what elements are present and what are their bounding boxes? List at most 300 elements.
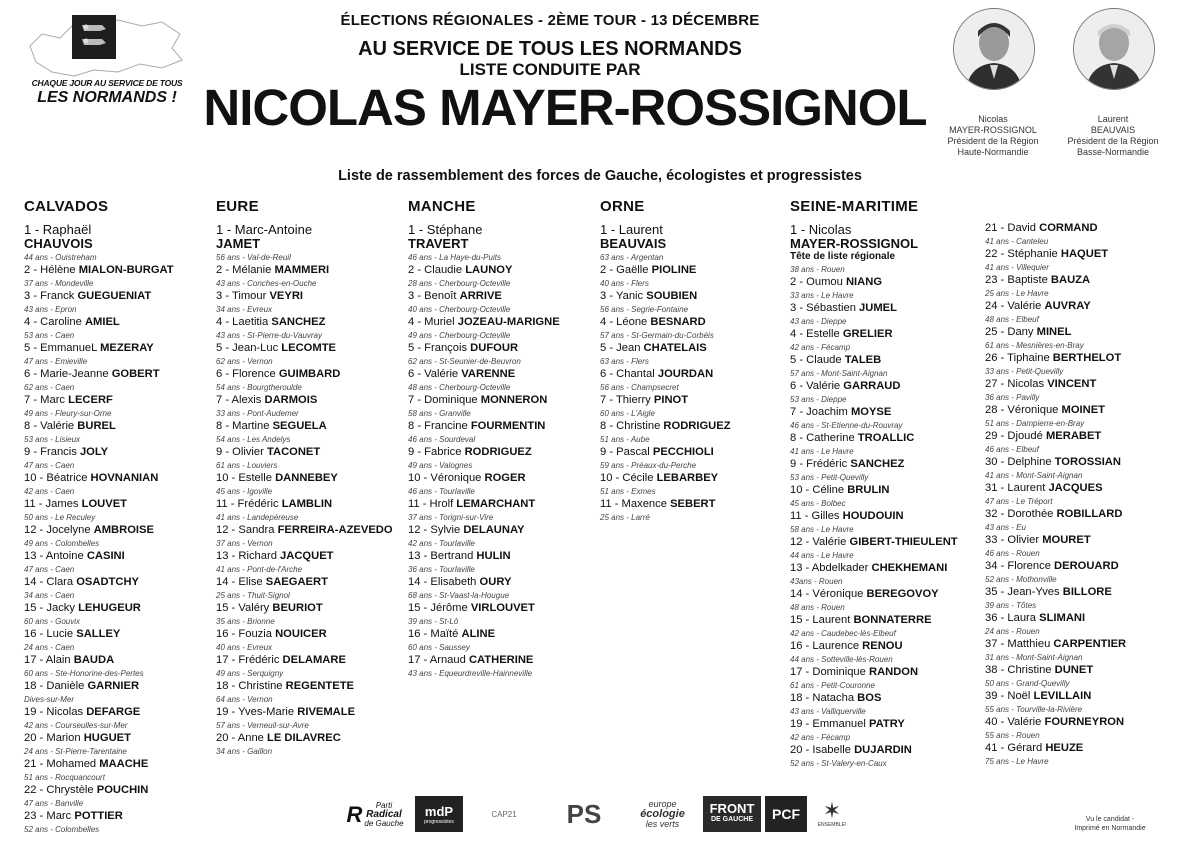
candidate-last-name: TOROSSIAN <box>1054 456 1121 468</box>
candidate <box>790 328 958 354</box>
candidate <box>216 316 393 342</box>
candidate-age-town: 63 ans - Argentan <box>600 253 664 262</box>
candidate-age-town: 33 ans - Pont-Audemer <box>216 409 299 418</box>
candidate-first-name: 9 - Fabrice <box>408 446 462 458</box>
candidate-age-town: 61 ans - Louviers <box>216 461 278 470</box>
candidate-age-town: 24 ans - Rouen <box>985 627 1040 636</box>
candidate-last-name: JACQUES <box>1048 482 1103 494</box>
candidate <box>408 368 560 394</box>
candidate-first-name: 3 - Benoît <box>408 290 457 302</box>
candidate-age-town: 37 ans - Mondeville <box>24 279 94 288</box>
candidate-last-name: VIRLOUVET <box>470 602 535 614</box>
candidate-first-name: 9 - Pascal <box>600 446 650 458</box>
candidate-last-name: CARPENTIER <box>1053 638 1127 650</box>
candidate <box>985 482 1126 508</box>
candidate-age-town: 45 ans - Igoville <box>216 487 273 496</box>
candidate <box>985 430 1126 456</box>
candidate <box>216 732 393 758</box>
candidate-age-town: 64 ans - Vernon <box>216 695 273 704</box>
candidate <box>985 456 1126 482</box>
candidate-last-name: PATRY <box>868 718 905 730</box>
ensemble-star-icon: ✶ <box>822 798 842 823</box>
candidate <box>24 628 174 654</box>
candidate-last-name: FOURNEYRON <box>1044 716 1125 728</box>
candidate-last-name: SEBERT <box>670 498 716 510</box>
candidate-last-name: SANCHEZ <box>271 316 326 328</box>
candidate <box>24 784 174 810</box>
candidate-last-name: BEREGOVOY <box>866 588 939 600</box>
candidate-last-name: LAUNOY <box>465 264 513 276</box>
candidate-last-name: ROGER <box>484 472 526 484</box>
candidate-age-town: 41 ans - Villequier <box>985 263 1049 272</box>
candidate-age-town: 62 ans - St-Seunier-de-Beuvron <box>408 357 521 366</box>
election-title: ÉLECTIONS RÉGIONALES - 2ÈME TOUR - 13 DÉCEMBRE <box>340 12 760 29</box>
candidate-first-name: 2 - Claudie <box>408 264 463 276</box>
candidate-last-name: HOUDOUIN <box>842 510 904 522</box>
candidate-age-town: 58 ans - Le Havre <box>790 525 854 534</box>
candidate-last-name: TALEB <box>844 354 882 366</box>
candidate-age-town: 43 ans - Eu <box>985 523 1026 532</box>
candidate-age-town: 55 ans - Rouen <box>985 731 1040 740</box>
portrait-caption-2: Laurent BEAUVAIS Président de la Région Basse-Normandie <box>1067 114 1159 157</box>
candidate <box>24 524 174 550</box>
candidate <box>408 576 560 602</box>
candidate <box>985 638 1126 664</box>
candidate <box>408 394 560 420</box>
candidate-last-name: JUMEL <box>859 302 897 314</box>
candidate <box>216 706 393 732</box>
candidate <box>600 498 731 524</box>
candidate-first-name: 17 - Frédéric <box>216 654 280 666</box>
candidate-age-town: 28 ans - Cherbourg-Octeville <box>408 279 511 288</box>
candidate-first-name: 4 - Muriel <box>408 316 455 328</box>
candidate-age-town: 56 ans - Champsecret <box>600 383 679 392</box>
candidate-first-name: 34 - Florence <box>985 560 1051 572</box>
candidate <box>790 484 958 510</box>
candidate <box>216 446 393 472</box>
candidate-first-name: 18 - Christine <box>216 680 283 692</box>
candidate-first-name: 11 - James <box>24 498 79 510</box>
candidate-last-name: AMIEL <box>84 316 120 328</box>
candidate-last-name: TROALLIC <box>857 432 915 444</box>
candidate-age-town: 40 ans - Flers <box>600 279 649 288</box>
candidate-last-name: MINEL <box>1036 326 1072 338</box>
candidate-age-town: 33 ans - Petit-Quevilly <box>985 367 1064 376</box>
candidate-last-name: DEROUARD <box>1054 560 1119 572</box>
candidate <box>600 342 731 368</box>
candidate-last-name: VARENNE <box>461 368 516 380</box>
candidate-first-name: 9 - Frédéric <box>790 458 848 470</box>
candidate-last-name: JACQUET <box>280 550 334 562</box>
candidate <box>216 576 393 602</box>
candidate-first-name: 29 - Djoudé <box>985 430 1043 442</box>
candidate-age-town: 47 ans - Caen <box>24 461 75 470</box>
candidate-last-name: CATHERINE <box>468 654 534 666</box>
candidate-last-name: MERABET <box>1045 430 1102 442</box>
candidate <box>216 264 393 290</box>
candidate-last-name: TRAVERT <box>408 236 469 251</box>
candidate-age-town: 47 ans - Caen <box>24 565 75 574</box>
candidate-first-name: 28 - Véronique <box>985 404 1059 416</box>
candidate-age-town: 55 ans - Tourville-la-Rivière <box>985 705 1083 714</box>
candidate-first-name: 7 - Dominique <box>408 394 478 406</box>
candidate-first-name: 8 - Francine <box>408 420 468 432</box>
candidate <box>408 316 560 342</box>
candidate-last-name: MOURET <box>1042 534 1091 546</box>
candidate-age-town: 41 ans - Canteleu <box>985 237 1049 246</box>
candidate-age-town: 48 ans - Cherbourg-Octeville <box>408 383 511 392</box>
candidate-age-town: 60 ans - Saussey <box>408 643 470 652</box>
candidate <box>790 458 958 484</box>
candidate-age-town: 42 ans - Caudebec-lès-Elbeuf <box>790 629 896 638</box>
candidate-first-name: 20 - Isabelle <box>790 744 851 756</box>
candidate <box>24 706 174 732</box>
candidate <box>790 380 958 406</box>
cap21-logo: CAP21 <box>491 809 517 819</box>
candidate-first-name: 10 - Véronique <box>408 472 482 484</box>
candidate-age-town: 60 ans - L'Aigle <box>600 409 655 418</box>
candidate-last-name: PINOT <box>653 394 689 406</box>
pcf-logo: PCF <box>765 796 807 832</box>
candidate-last-name: BAUZA <box>1050 274 1091 286</box>
candidate-first-name: 14 - Véronique <box>790 588 864 600</box>
candidate <box>216 654 393 680</box>
candidate-last-name: GOBERT <box>111 368 160 380</box>
candidate <box>408 223 560 264</box>
candidate <box>216 472 393 498</box>
candidate-first-name: 5 - EmmanueL <box>24 342 97 354</box>
candidate-first-name: 16 - Laurence <box>790 640 860 652</box>
candidate-age-town: Dives-sur-Mer <box>24 695 75 704</box>
candidate-last-name: HUGUET <box>83 732 131 744</box>
candidate <box>24 732 174 758</box>
candidate-age-town: 43 ans - Epron <box>24 305 77 314</box>
candidate-last-name: BILLORE <box>1062 586 1112 598</box>
candidate-last-name: LECOMTE <box>281 342 336 354</box>
candidate-first-name: 8 - Christine <box>600 420 661 432</box>
candidate-age-town: 41 ans - Mont-Saint-Aignan <box>985 471 1083 480</box>
candidate-first-name: 16 - Fouzia <box>216 628 272 640</box>
candidate-last-name: CHAUVOIS <box>24 236 93 251</box>
candidate-first-name: 11 - Maxence <box>600 498 667 510</box>
candidate-first-name: 2 - Oumou <box>790 276 843 288</box>
candidate <box>600 420 731 446</box>
candidate-first-name: 16 - Maïté <box>408 628 459 640</box>
candidate <box>24 223 174 264</box>
portrait-mayer-rossignol <box>953 8 1035 90</box>
candidate-first-name: 3 - Timour <box>216 290 267 302</box>
candidate-age-town: 52 ans - Mothonville <box>985 575 1057 584</box>
candidate <box>790 614 958 640</box>
candidate-last-name: MOYSE <box>850 406 892 418</box>
candidate-first-name: 7 - Joachim <box>790 406 848 418</box>
candidate-age-town: 37 ans - Torigni-sur-Vire <box>408 513 494 522</box>
column-seine-maritime-continued <box>985 222 1126 768</box>
candidate <box>600 394 731 420</box>
candidate-age-town: 46 ans - Rouen <box>985 549 1040 558</box>
candidate-age-town: 56 ans - Segrie-Fontaine <box>600 305 689 314</box>
candidate-age-town: 25 ans - Le Havre <box>985 289 1049 298</box>
candidate-age-town: 53 ans - Caen <box>24 331 75 340</box>
candidate-last-name: SLIMANI <box>1039 612 1086 624</box>
candidate <box>600 223 731 264</box>
candidate-first-name: 15 - Valéry <box>216 602 270 614</box>
candidate <box>985 300 1126 326</box>
candidate-first-name: 8 - Valérie <box>24 420 75 432</box>
candidate-last-name: MONNERON <box>480 394 548 406</box>
candidate-first-name: 20 - Anne <box>216 732 264 744</box>
candidate-first-name: 6 - Valérie <box>408 368 459 380</box>
candidate-first-name: 10 - Béatrice <box>24 472 88 484</box>
candidate <box>790 406 958 432</box>
candidate-last-name: MAYER-ROSSIGNOL <box>790 236 919 251</box>
candidate-last-name: ROBILLARD <box>1056 508 1123 520</box>
candidate-first-name: 1 - Raphaël <box>24 222 92 237</box>
column-eure <box>216 198 393 758</box>
candidate-last-name: MAMMERI <box>274 264 330 276</box>
candidate-first-name: 20 - Marion <box>24 732 81 744</box>
candidate-last-name: DELAMARE <box>282 654 346 666</box>
candidate-last-name: OURY <box>479 576 512 588</box>
candidate-first-name: 6 - Marie-Jeanne <box>24 368 109 380</box>
candidate-age-town: 39 ans - Tôtes <box>985 601 1037 610</box>
eelv-logo: europe écologie les verts <box>640 799 685 829</box>
candidate-last-name: PIOLINE <box>651 264 697 276</box>
candidate-last-name: LEBARBEY <box>656 472 719 484</box>
candidate <box>216 602 393 628</box>
candidate-first-name: 13 - Richard <box>216 550 277 562</box>
candidate-age-town: 43ans - Rouen <box>790 577 843 586</box>
candidate-last-name: GUIMBARD <box>278 368 341 380</box>
candidate-first-name: 32 - Dorothée <box>985 508 1054 520</box>
candidate-first-name: 15 - Laurent <box>790 614 851 626</box>
candidate-age-town: 41 ans - Le Havre <box>790 447 854 456</box>
candidate-age-town: 53 ans - Dieppe <box>790 395 847 404</box>
candidate <box>408 472 560 498</box>
candidate-first-name: 38 - Christine <box>985 664 1052 676</box>
candidate-first-name: 17 - Arnaud <box>408 654 466 666</box>
candidate <box>24 290 174 316</box>
candidate-last-name: ALINE <box>461 628 496 640</box>
candidate-last-name: BERTHELOT <box>1052 352 1122 364</box>
candidate-first-name: 35 - Jean-Yves <box>985 586 1060 598</box>
candidate-first-name: 13 - Abdelkader <box>790 562 869 574</box>
candidate-age-town: 47 ans - Emieville <box>24 357 88 366</box>
candidate-age-town: 49 ans - Cherbourg-Octeville <box>408 331 511 340</box>
candidate <box>24 602 174 628</box>
candidate-last-name: OSADTCHY <box>76 576 140 588</box>
candidate-first-name: 2 - Mélanie <box>216 264 272 276</box>
candidate <box>985 222 1126 248</box>
candidate <box>790 223 958 276</box>
candidate-last-name: SANCHEZ <box>850 458 905 470</box>
candidate-last-name: GARRAUD <box>843 380 901 392</box>
candidate <box>24 368 174 394</box>
candidate-age-town: 33 ans - Le Havre <box>790 291 854 300</box>
candidate-first-name: 24 - Valérie <box>985 300 1042 312</box>
candidate <box>24 420 174 446</box>
candidate-first-name: 13 - Antoine <box>24 550 84 562</box>
candidate-last-name: POUCHIN <box>96 784 149 796</box>
candidate-last-name: BESNARD <box>650 316 706 328</box>
candidate-first-name: 2 - Hélène <box>24 264 76 276</box>
candidate-age-town: 34 ans - Evreux <box>216 305 273 314</box>
candidate <box>216 524 393 550</box>
candidate-first-name: 9 - Francis <box>24 446 77 458</box>
candidate <box>24 758 174 784</box>
candidate-first-name: 40 - Valérie <box>985 716 1042 728</box>
candidate <box>24 550 174 576</box>
candidate-first-name: 23 - Baptiste <box>985 274 1048 286</box>
candidate <box>408 550 560 576</box>
candidate-age-town: 47 ans - Le Tréport <box>985 497 1053 506</box>
candidate-first-name: 8 - Catherine <box>790 432 855 444</box>
portrait-caption-1: Nicolas MAYER-ROSSIGNOL Président de la Région Haute-Normandie <box>947 114 1039 157</box>
candidate <box>216 628 393 654</box>
candidate-age-town: 42 ans - Tourlaville <box>408 539 475 548</box>
candidate-last-name: LE DILAVREC <box>267 732 341 744</box>
column-orne <box>600 198 731 524</box>
candidate-first-name: 11 - Hrolf <box>408 498 454 510</box>
candidate-age-town: 47 ans - Banville <box>24 799 84 808</box>
candidate-last-name: DANNEBEY <box>275 472 338 484</box>
prg-logo: R Parti Radical de Gauche <box>346 800 404 828</box>
candidate <box>24 316 174 342</box>
candidate-first-name: 4 - Estelle <box>790 328 840 340</box>
candidate <box>790 562 958 588</box>
candidate-age-town: 43 ans - Dieppe <box>790 317 847 326</box>
candidate-last-name: CASINI <box>86 550 125 562</box>
candidate-first-name: 9 - Olivier <box>216 446 264 458</box>
candidate-age-town: 41 ans - Pont-de-l'Arche <box>216 565 303 574</box>
candidate-first-name: 12 - Sylvie <box>408 524 461 536</box>
candidate-last-name: VEYRI <box>269 290 304 302</box>
candidate-age-town: 46 ans - Sourdeval <box>408 435 476 444</box>
candidate-age-town: 61 ans - Petit-Couronne <box>790 681 875 690</box>
candidate-last-name: MIALON-BURGAT <box>78 264 174 276</box>
candidate <box>790 718 958 744</box>
candidate-last-name: BUREL <box>77 420 116 432</box>
candidate-first-name: 6 - Valérie <box>790 380 841 392</box>
candidate <box>216 420 393 446</box>
candidate-first-name: 26 - Tiphaine <box>985 352 1050 364</box>
candidate-first-name: 5 - Claude <box>790 354 842 366</box>
candidate-age-town: 58 ans - Granville <box>408 409 471 418</box>
candidate-last-name: JOLY <box>79 446 109 458</box>
department-heading: ORNE <box>600 198 645 215</box>
candidate-first-name: 23 - Marc <box>24 810 72 822</box>
candidate-first-name: 7 - Alexis <box>216 394 262 406</box>
candidate-last-name: PECCHIOLI <box>652 446 714 458</box>
candidate-age-town: 68 ans - St-Vaast-la-Hougue <box>408 591 510 600</box>
slogan-big: LES NORMANDS ! <box>37 89 177 106</box>
candidate <box>216 394 393 420</box>
candidate-age-town: 34 ans - Gaillon <box>216 747 273 756</box>
candidate <box>985 586 1126 612</box>
candidate-first-name: 18 - Natacha <box>790 692 855 704</box>
list-led-by: LISTE CONDUITE PAR <box>459 60 641 79</box>
candidate-age-town: 36 ans - Pavilly <box>985 393 1040 402</box>
column-calvados <box>24 198 174 836</box>
candidate-age-town: 37 ans - Vernon <box>216 539 273 548</box>
candidate <box>408 264 560 290</box>
candidate <box>24 810 174 836</box>
candidate-first-name: 37 - Matthieu <box>985 638 1051 650</box>
candidate <box>24 342 174 368</box>
candidate-first-name: 39 - Noël <box>985 690 1031 702</box>
candidate-last-name: RENOU <box>862 640 903 652</box>
candidate-last-name: FERREIRA-AZEVEDO <box>277 524 393 536</box>
candidate <box>216 368 393 394</box>
candidate-last-name: AMBROISE <box>93 524 154 536</box>
candidate-first-name: 17 - Dominique <box>790 666 866 678</box>
candidate-age-town: 49 ans - Fleury-sur-Orne <box>24 409 112 418</box>
candidate-first-name: 33 - Olivier <box>985 534 1040 546</box>
candidate-age-town: 43 ans - St-Pierre-du-Vauvray <box>216 331 322 340</box>
candidate <box>985 508 1126 534</box>
candidate-last-name: HEUZE <box>1045 742 1084 754</box>
candidate-age-town: 49 ans - Serquigny <box>216 669 284 678</box>
normandy-flag-icon <box>72 15 116 59</box>
candidate <box>216 680 393 706</box>
candidate <box>408 628 560 654</box>
candidate <box>985 248 1126 274</box>
candidate-age-town: 46 ans - Tourlaville <box>408 487 475 496</box>
candidate <box>24 576 174 602</box>
candidate-last-name: BOS <box>857 692 882 704</box>
candidate-last-name: GUEGUENIAT <box>77 290 152 302</box>
candidate-age-town: 35 ans - Brionne <box>216 617 275 626</box>
candidate-first-name: 27 - Nicolas <box>985 378 1045 390</box>
candidate-age-town: 42 ans - Fécamp <box>790 343 851 352</box>
candidate-age-town: 57 ans - Verneuil-sur-Avre <box>216 721 309 730</box>
candidate-first-name: 10 - Cécile <box>600 472 654 484</box>
candidate <box>985 378 1126 404</box>
candidate <box>985 612 1126 638</box>
candidate-age-town: 57 ans - St-Germain-du-Corbéis <box>600 331 714 340</box>
candidate <box>790 432 958 458</box>
candidate-first-name: 18 - Danièle <box>24 680 85 692</box>
candidate-last-name: LEMARCHANT <box>456 498 536 510</box>
candidate-first-name: 4 - Léone <box>600 316 648 328</box>
candidate-age-town: 62 ans - Vernon <box>216 357 273 366</box>
candidate-age-town: 44 ans - Ouistreham <box>24 253 97 262</box>
candidate-age-town: 44 ans - Le Havre <box>790 551 854 560</box>
candidate-age-town: 40 ans - Cherbourg-Octeville <box>408 305 511 314</box>
candidate-age-town: 50 ans - Grand-Quevilly <box>985 679 1070 688</box>
candidate-age-town: 42 ans - Caen <box>24 487 75 496</box>
candidate-age-town: 75 ans - Le Havre <box>985 757 1049 766</box>
candidate-last-name: NIANG <box>845 276 883 288</box>
candidate-first-name: 13 - Bertrand <box>408 550 474 562</box>
department-heading: SEINE-MARITIME <box>790 198 919 215</box>
candidate-first-name: 25 - Dany <box>985 326 1034 338</box>
candidate-age-town: 51 ans - Exmes <box>600 487 656 496</box>
candidate-first-name: 1 - Stéphane <box>408 222 483 237</box>
header <box>0 0 1200 190</box>
candidate-first-name: 1 - Laurent <box>600 222 663 237</box>
candidate-first-name: 10 - Estelle <box>216 472 272 484</box>
candidate <box>790 354 958 380</box>
candidate-last-name: SOUBIEN <box>646 290 698 302</box>
candidate-last-name: DUJARDIN <box>854 744 912 756</box>
candidate-age-town: 34 ans - Caen <box>24 591 75 600</box>
candidate <box>216 498 393 524</box>
candidate <box>600 472 731 498</box>
candidate-first-name: 6 - Chantal <box>600 368 655 380</box>
candidate <box>985 560 1126 586</box>
service-title: AU SERVICE DE TOUS LES NORMANDS <box>358 38 742 60</box>
